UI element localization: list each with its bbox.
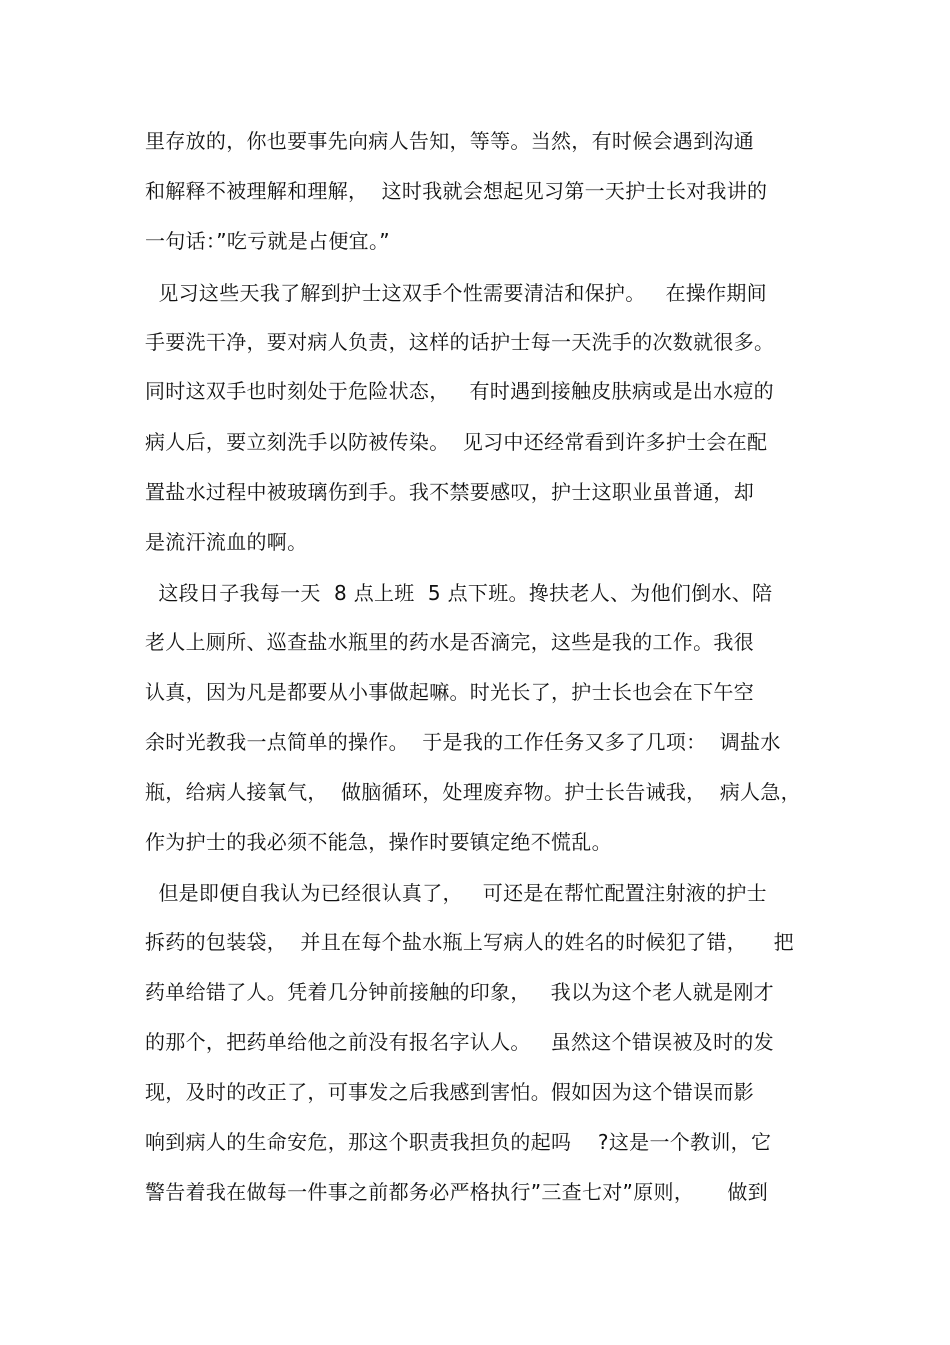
text-line: 手要洗干净，要对病人负责，这样的话护士每一天洗手的次数就很多。 (145, 330, 775, 354)
text-line: 警告着我在做每一件事之前都务必严格执行”三查七对”原则， 做到 (145, 1180, 769, 1204)
text-line: 置盐水过程中被玻璃伤到手。我不禁要感叹，护士这职业虽普通，却 (145, 480, 754, 504)
text-line: 响到病人的生命安危，那这个职责我担负的起吗 ?这是一个教训，它 (145, 1130, 772, 1154)
text-line: 作为护士的我必须不能急，操作时要镇定绝不慌乱。 (145, 830, 612, 854)
text-line: 这段日子我每一天 8 点上班 5 点下班。搀扶老人、为他们倒水、陪 (145, 581, 773, 605)
text-line: 现，及时的改正了，可事发之后我感到害怕。假如因为这个错误而影 (145, 1080, 754, 1104)
text-line: 和解释不被理解和理解， 这时我就会想起见习第一天护士长对我讲的 (145, 179, 768, 203)
text-line: 见习这些天我了解到护士这双手个性需要清洁和保护。 在操作期间 (145, 281, 767, 305)
text-line: 但是即便自我认为已经很认真了， 可还是在帮忙配置注射液的护士 (145, 881, 767, 905)
text-line: 同时这双手也时刻处于危险状态， 有时遇到接触皮肤病或是出水痘的 (145, 379, 774, 403)
text-line: 一句话：”吃亏就是占便宜。” (145, 229, 390, 253)
text-line: 是流汗流血的啊。 (145, 530, 308, 554)
text-line: 认真，因为凡是都要从小事做起嘛。时光长了，护士长也会在下午空 (145, 680, 754, 704)
text-line: 瓶，给病人接氧气， 做脑循环，处理废弃物。护士长告诫我， 病人急， (145, 780, 801, 804)
text-line: 病人后，要立刻洗手以防被传染。 见习中还经常看到许多护士会在配 (145, 430, 768, 454)
text-line: 拆药的包装袋， 并且在每个盐水瓶上写病人的姓名的时候犯了错， 把 (145, 930, 794, 954)
text-line: 里存放的，你也要事先向病人告知，等等。当然，有时候会遇到沟通 (145, 129, 754, 153)
text-line: 药单给错了人。凭着几分钟前接触的印象， 我以为这个老人就是刚才 (145, 980, 774, 1004)
text-line: 余时光教我一点简单的操作。 于是我的工作任务又多了几项： 调盐水 (145, 730, 781, 754)
text-line: 老人上厕所、巡查盐水瓶里的药水是否滴完，这些是我的工作。我很 (145, 630, 754, 654)
text-line: 的那个，把药单给他之前没有报名字认人。 虽然这个错误被及时的发 (145, 1030, 774, 1054)
